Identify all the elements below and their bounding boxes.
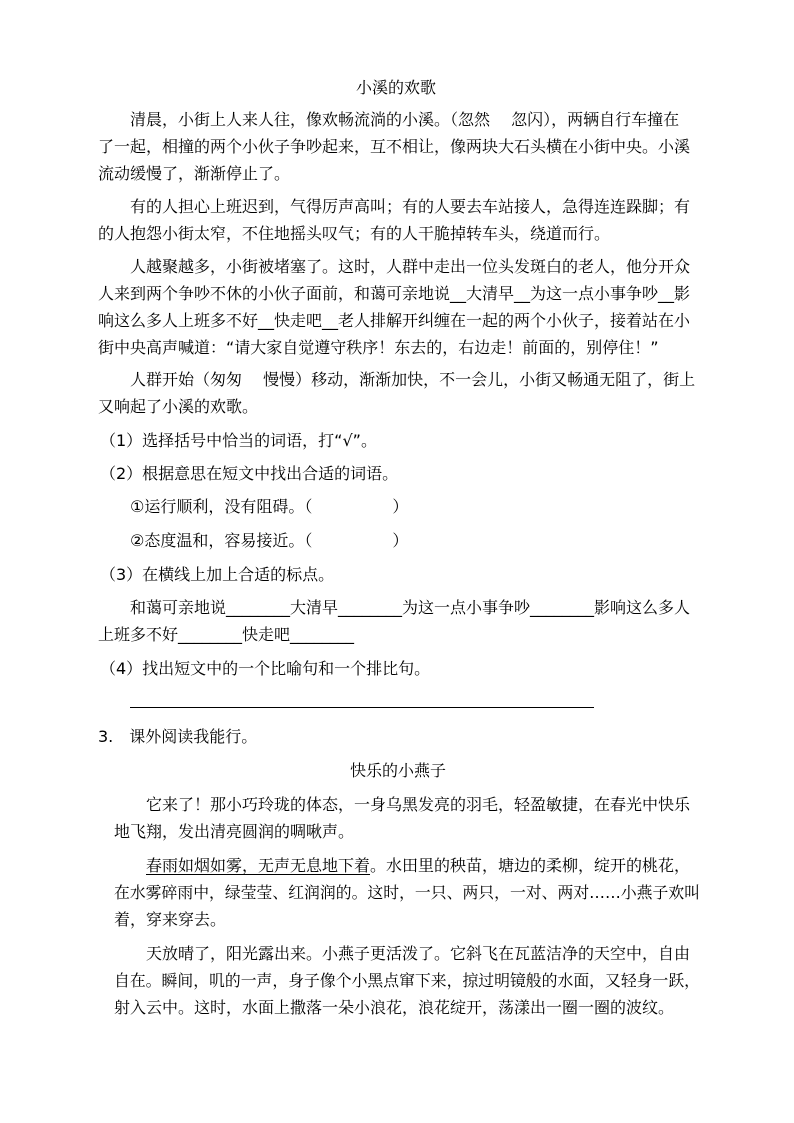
paragraph-line: 清晨，小街上人来人往，像欢畅流淌的小溪。（忽然 忽闪），两辆自行车撞在	[130, 110, 680, 129]
paragraph-line: 人越聚越多，小街被堵塞了。这时，人群中走出一位头发斑白的老人，他分开众	[130, 257, 691, 276]
paragraph-line: 天放晴了，阳光露出来。小燕子更活泼了。它斜飞在瓦蓝洁净的天空中，自由	[146, 944, 691, 963]
underlined-sentence: 春雨如烟如雾，无声无息地下着	[146, 856, 371, 875]
paragraph-line: 它来了！那小巧玲珑的体态，一身乌黑发亮的羽毛，轻盈敏捷，在春光中快乐	[146, 795, 691, 814]
paragraph-line: 在水雾碎雨中，绿莹莹、红润润的。这时，一只、两只，一对、两对……小燕子欢叫	[114, 883, 701, 902]
paragraph-line: 人群开始（匆匆 慢慢）移动，渐渐加快，不一会儿，小街又畅通无阻了，街上	[130, 370, 696, 389]
question-3-line: 和蔼可亲地说________大清早________为这一点小事争吵________影响这么多人	[130, 598, 691, 617]
paragraph-line: 着，穿来穿去。	[114, 910, 227, 929]
paragraph-line: 的人抱怨小街太窄，不住地摇头叹气；有的人干脆掉转车头，绕道而行。	[98, 224, 611, 243]
paragraph-line: 人来到两个争吵不休的小伙子面前，和蔼可亲地说__大清早__为这一点小事争吵__影	[98, 284, 691, 303]
paragraph-line: 街中央高声喊道：“请大家自觉遵守秩序！东去的，右边走！前面的，别停住！”	[98, 338, 659, 357]
paragraph-line: 了一起，相撞的两个小伙子争吵起来，互不相让，像两块大石头横在小街中央。小溪	[98, 137, 691, 156]
paragraph-line: 流动缓慢了，渐渐停止了。	[98, 164, 291, 183]
paragraph-line: 响这么多人上班多不好__快走吧__老人排解开纠缠在一起的两个小伙子，接着站在小	[98, 311, 691, 330]
paragraph-line: 有的人担心上班迟到，气得厉声高叫；有的人要去车站接人，急得连连跺脚；有	[130, 197, 691, 216]
question-4: （4）找出短文中的一个比喻句和一个排比句。	[100, 659, 431, 678]
sentence-text: 。水田里的秧苗，塘边的柔柳，绽开的桃花，	[370, 856, 691, 875]
question-2: （2）根据意思在短文中找出合适的词语。	[100, 464, 399, 483]
answer-line	[130, 707, 594, 708]
paragraph-line: 射入云中。这时，水面上撒落一朵小浪花，浪花绽开，荡漾出一圈一圈的波纹。	[114, 998, 675, 1017]
question-3-line: 上班多不好________快走吧________	[98, 625, 355, 644]
question-2b: ②态度温和，容易接近。（ ）	[130, 531, 409, 550]
paragraph-line: 又响起了小溪的欢歌。	[98, 397, 259, 416]
paragraph-line: 自在。瞬间，叽的一声，身子像个小黑点窜下来，掠过明镜般的水面，又轻身一跃，	[114, 971, 701, 990]
passage-title: 快乐的小燕子	[350, 761, 447, 780]
question-1: （1）选择括号中恰当的词语，打“√”。	[100, 431, 377, 450]
question-2a: ①运行顺利，没有阻碍。（ ）	[130, 497, 409, 516]
question-3: （3）在横线上加上合适的标点。	[100, 565, 335, 584]
paragraph-line: 地飞翔，发出清亮圆润的啁啾声。	[114, 822, 355, 841]
paragraph-line	[146, 856, 690, 876]
passage-title: 小溪的欢歌	[356, 78, 437, 97]
section-heading: 3. 课外阅读我能行。	[98, 727, 258, 746]
